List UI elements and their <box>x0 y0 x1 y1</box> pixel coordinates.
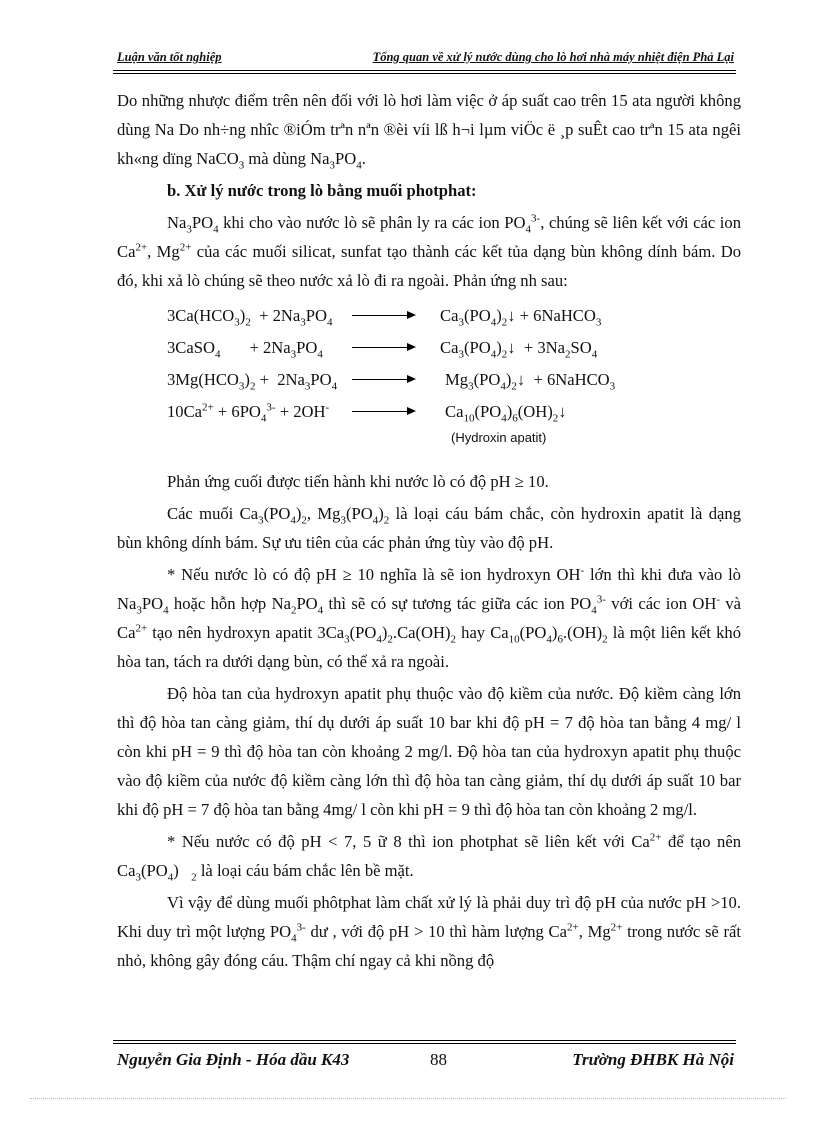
section-heading-b: b. Xử lý nước trong lò bằng muối photphat: <box>167 181 477 200</box>
header-rule-thin <box>113 73 736 74</box>
footer-author: Nguyễn Gia Định - Hóa dầu K43 <box>117 1050 350 1069</box>
header-left: Luận văn tốt nghiệp <box>117 50 222 64</box>
arrow-icon <box>352 411 414 412</box>
paragraph-4: Các muối $Ca_3(PO_4)_2$, $Mg_3(PO_4)_2$ là loại cáu bám chắc, còn hydroxin apatit là dạng bùn không dính bám. Sự ưu tiên của các phản ứng tùy vào độ pH. <box>117 504 741 552</box>
header-right: Tổng quan về xử lý nước dùng cho lò hơi nhà máy nhiệt điện Phả Lại <box>372 50 734 64</box>
hydroxin-label: (Hydroxin apatit) <box>451 430 547 445</box>
page-number: 88 <box>430 1050 447 1069</box>
reaction-3: $3Mg(HCO_3)_2 + 2Na_3PO_4$ $Mg_3(PO_4)_2↓$ + 6NaHCO$_3$ <box>167 370 616 393</box>
reaction-4: $10Ca^{2+} + 6PO_4^{3-} + 2OH^-$ $Ca_{10}(PO_4)_6(OH)_2↓$ (Hydroxin apatit) <box>167 397 741 429</box>
paragraph-6: Độ hòa tan của hydroxyn apatit phụ thuộc vào độ kiềm của nước. Độ kiềm càng lớn thì độ hòa tan càng giảm, thí dụ dưới áp suất 10 bar khi độ pH = 7 độ hòa tan bằng 4 mg/ l còn khi pH = 9 thì độ hòa tan còn khoảng 2 mg/l. Độ hòa tan của hydroxyn apatit phụ thuộc vào độ kiềm của nước độ kiềm càng lớn thì độ hòa tan càng giảm, thí dụ dưới áp suất 10 bar khi độ pH = 7 độ hòa tan bằng 4mg/ l còn khi pH = 9 thì độ hòa tan còn khoảng 2 mg/l. <box>117 684 741 819</box>
reaction-1: $3Ca(HCO_3)_2 + 2Na_3PO_4$ $Ca_3(PO_4)_2↓$ + 6NaHCO$_3$ <box>167 306 602 329</box>
paragraph-3: Phản ứng cuối được tiến hành khi nước lò có độ pH ≥ 10. <box>167 472 549 491</box>
header-rule <box>113 70 736 71</box>
reaction-2: 3CaSO$_4$ + $2Na_3PO_4$ $Ca_3(PO_4)_2↓ + 3Na_2SO_4$ <box>167 338 598 361</box>
paragraph-8: Vì vậy để dùng muối phôtphat làm chất xử lý là phải duy trì độ pH của nước pH >10. Khi duy trì một lượng $PO_4^{3-}$ dư , với độ pH > 10 thì hàm lượng $Ca^{2+}$, $Mg^{2+}$ trong nước sẽ rất nhỏ, không gây đóng cáu. Thậm chí ngay cả khi nồng độ <box>117 893 741 970</box>
page-content <box>117 86 741 978</box>
paragraph-5: * Nếu nước lò có độ pH ≥ 10 nghĩa là sẽ ion hydroxyn OH- lớn thì khi đưa vào lò $Na_3PO_4$ hoặc hỗn hợp $Na_2PO_4$ thì sẽ có sự tương tác giữa các ion $PO_4^{3-}$ với các ion OH- và $Ca^{2+}$ tạo nên hydroxyn apatit $3Ca_3(PO_4)_2.Ca(OH)_2$ hay $Ca_{10}(PO_4)_6.(OH)_2$ là một liên kết khó hòa tan, tách ra dưới dạng bùn, có thể xả ra ngoài. <box>117 564 742 671</box>
footer-rule-thin <box>113 1043 736 1044</box>
paragraph-7: * Nếu nước có độ pH < 7, 5 ữ 8 thì ion photphat sẽ liên kết với $Ca^{2+}$ để tạo nên $Ca_3(PO_4)$ $_2$ là loại cáu bám chắc lên bề mặt. <box>117 831 741 884</box>
footer-school: Trường ĐHBK Hà Nội <box>572 1050 734 1069</box>
arrow-icon <box>352 379 414 380</box>
footer-rule <box>113 1040 736 1041</box>
reaction-block <box>167 301 741 453</box>
page-edge-dots <box>30 1098 786 1099</box>
arrow-icon <box>352 347 414 348</box>
paragraph-2: $Na_3PO_4$ khi cho vào nước lò sẽ phân ly ra các ion $PO_4^{3-}$, chúng sẽ liên kết với các ion $Ca^{2+}$, $Mg^{2+}$ của các muối silicat, sunfat tạo thành các kết tủa dạng bùn không dính bám. Do đó, khi xả lò chúng sẽ theo nước xả lò đi ra ngoài. Phản ứng nh sau: <box>117 212 741 290</box>
arrow-icon <box>352 315 414 316</box>
paragraph-1: Do những nhược điểm trên nên đối với lò hơi làm việc ở áp suất cao trên 15 ata người không dùng Na Do nh÷ng nhîc ®iÓm trªn nªn ®èi víi lß h¬i lµm viÖc ë ¸p suÊt cao trªn 15 ata ngêi kh«ng dïng NaCO$_3$ mà dùng $Na_3PO_4$. <box>117 91 741 172</box>
